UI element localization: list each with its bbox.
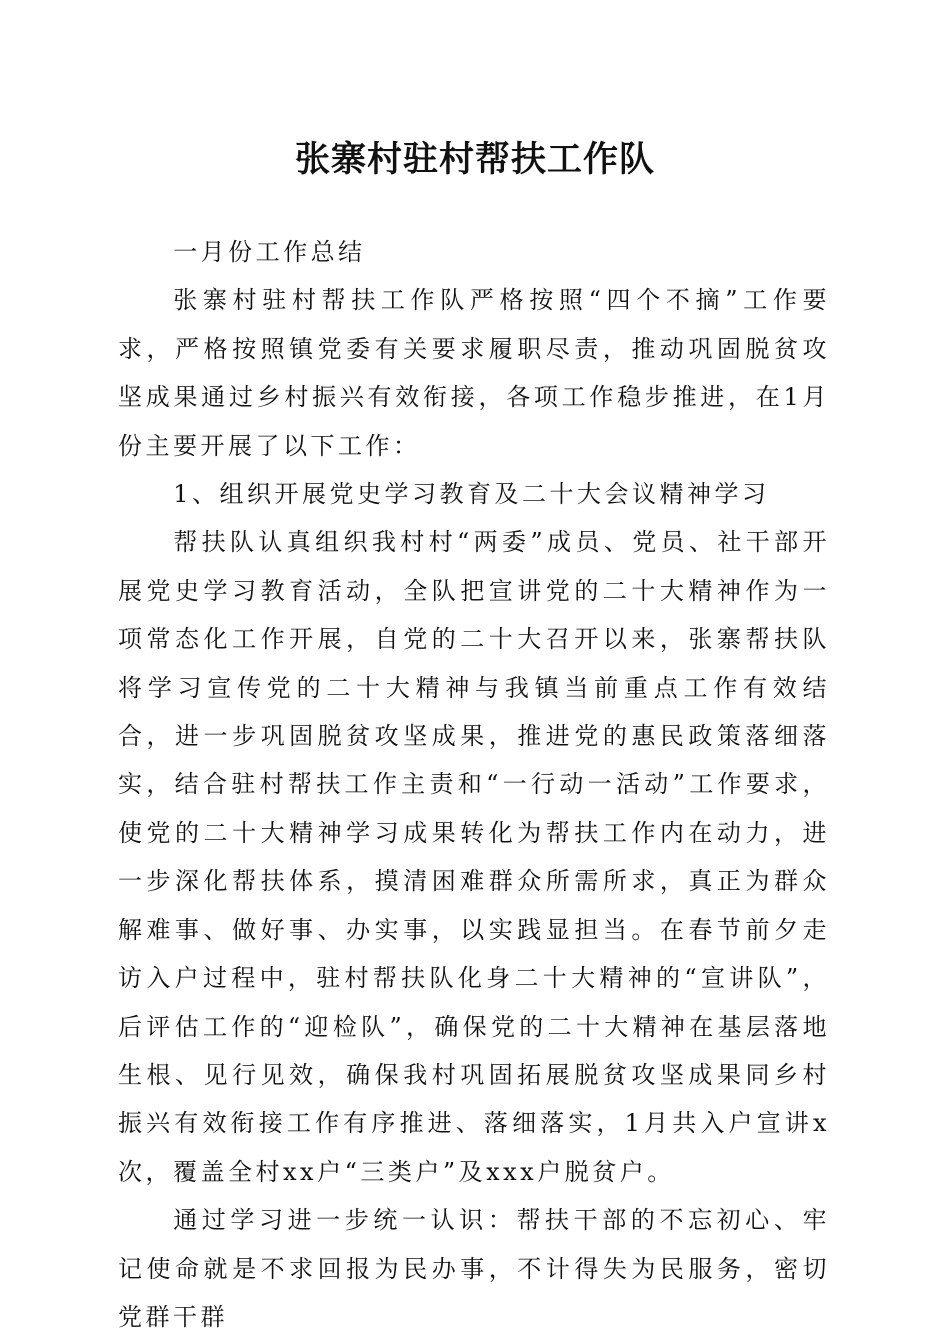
intro-paragraph: 张寨村驻村帮扶工作队严格按照“四个不摘”工作要求，严格按照镇党委有关要求履职尽责，推动巩固脱贫攻坚成果通过乡村振兴有效衔接，各项工作稳步推进，在1月份主要开展了以下工作： <box>118 286 830 460</box>
party-study-paragraph: 帮扶队认真组织我村村“两委”成员、党员、社干部开展党史学习教育活动，全队把宣讲党的二十大精神作为一项常态化工作开展，自党的二十大召开以来，张寨帮扶队将学习宣传党的二十大精神与我镇当前重点工作有效结合，进一步巩固脱贫攻坚成果，推进党的惠民政策落细落实，结合驻村帮扶工作主责和“一行动一活动”工作要求，使党的二十大精神学习成果转化为帮扶工作内在动力，进一步深化帮扶体系，摸清困难群众所需所求，真正为群众解难事、做好事、办实事，以实践显担当。在春节前夕走访入户过程中，驻村帮扶队化身二十大精神的“宣讲队”，后评估工作的“迎检队”，确保党的二十大精神在基层落地生根、见行见效，确保我村巩固拓展脱贫攻坚成果同乡村振兴有效衔接工作有序推进、落细落实，1月共入户宣讲x次，覆盖全村xx户“三类户”及xxx户脱贫户。 <box>118 528 830 1186</box>
document-title: 张寨村驻村帮扶工作队 <box>294 139 655 180</box>
item-heading-party-study: 1、组织开展党史学习教育及二十大会议精神学习 <box>173 480 770 509</box>
document-body <box>118 228 830 1341</box>
study-outcome-paragraph: 通过学习进一步统一认识：帮扶干部的不忘初心、牢记使命就是不求回报为民办事，不计得失为民服务，密切党群干群 <box>118 1206 830 1331</box>
section-heading-monthly-summary: 一月份工作总结 <box>173 238 366 266</box>
